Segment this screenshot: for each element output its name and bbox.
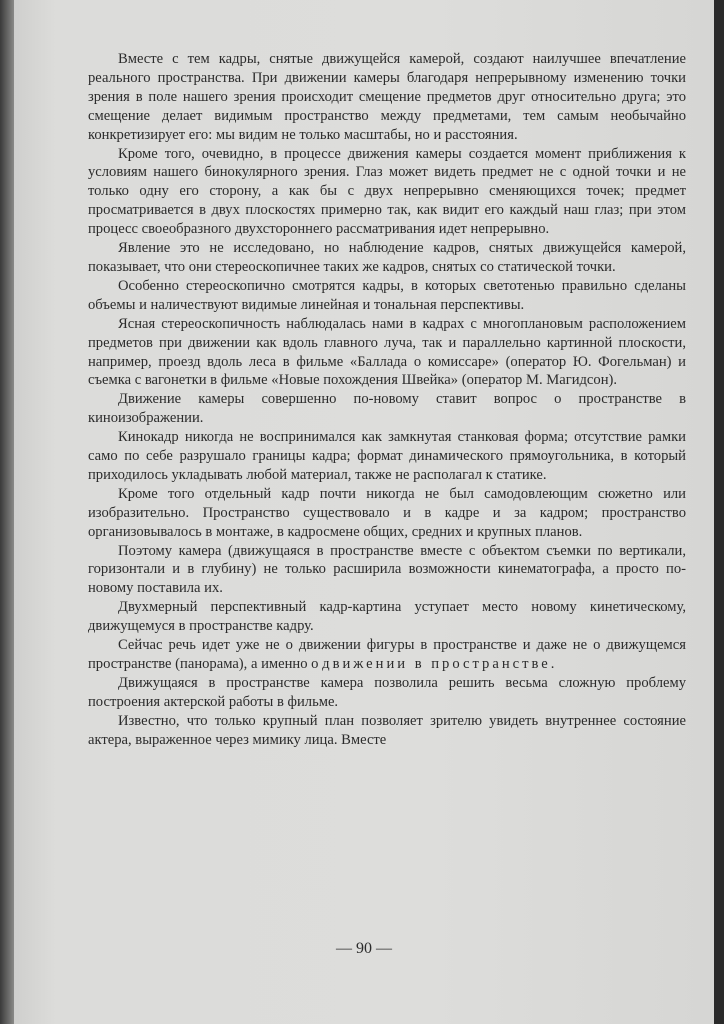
- paragraph-6: Движение камеры совершенно по-новому ставит вопрос о пространстве в киноизображении.: [88, 391, 686, 427]
- paragraph-11: [88, 636, 686, 674]
- book-page: [14, 0, 714, 1024]
- page-number: — 90 —: [336, 940, 392, 957]
- page-edge-shadow: [0, 0, 14, 1024]
- paragraph-10: Двухмерный перспективный кадр-картина уступает место новому кинетическому, движущемуся в пространстве кадру.: [88, 599, 686, 635]
- paragraph-1: Вместе с тем кадры, снятые движущейся камерой, создают наилучшее впечатление реального пространства. При движении камеры благодаря непрерывному изменению точки зрения в поле нашего зрения происходит смещение предметов друг относительно друга; это смещение делает видимым пространство между предметами, тем самым необычайно конкретизирует его: мы видим не только масштабы, но и расстояния.: [88, 51, 686, 143]
- paragraph-4: Особенно стереоскопично смотрятся кадры, в которых светотенью правильно сделаны объемы и наличествуют видимые линейная и тональная перспективы.: [88, 277, 686, 313]
- paragraph-9: Поэтому камера (движущаяся в пространстве вместе с объектом съемки по вертикали, горизонтали и в глубину) не только расширила возможности кинематографа, а просто по-новому поставила их.: [88, 542, 686, 597]
- paragraph-11-lead: Сейчас речь идет уже не о движении фигуры в пространстве и даже не о движущемся пространстве (панорама), а именно о: [88, 637, 686, 672]
- paragraph-12: Движущаяся в пространстве камера позволила решить весьма сложную проблему построения актерской работы в фильме.: [88, 674, 686, 710]
- paragraph-2: Кроме того, очевидно, в процессе движения камеры создается момент приближения к условиям нашего бинокулярного зрения. Глаз может видеть предмет не с одной точки и не только одну его сторону, а как бы с двух непрерывно сменяющихся точек; предмет просматривается в двух плоскостях примерно так, как видит его каждый наш глаз; при этом процесс своеобразного двухстороннего рассматривания идет непрерывно.: [88, 145, 686, 238]
- body-text: [88, 50, 686, 750]
- paragraph-13: Известно, что только крупный план позволяет зрителю увидеть внутреннее состояние актера, выраженное через мимику лица. Вместе: [88, 712, 686, 748]
- paragraph-3: Явление это не исследовано, но наблюдение кадров, снятых движущейся камерой, показывает, что они стереоскопичнее таких же кадров, снятых со статической точки.: [88, 240, 686, 275]
- paragraph-5: Ясная стереоскопичность наблюдалась нами в кадрах с многоплановым расположением предметов при движении как вдоль главного луча, так и параллельно картинной плоскости, например, проезд вдоль леса в фильме «Баллада о комиссаре» (оператор Ю. Фогельман) и съемка с вагонетки в фильме «Новые похождения Швейка» (оператор М. Магидсон).: [88, 315, 686, 389]
- paragraph-11-spaced: движении в пространстве.: [322, 656, 558, 672]
- paragraph-8: Кроме того отдельный кадр почти никогда не был самодовлеющим сюжетно или изобразительно. Пространство существовало и в кадре и за кадром; пространство организовывалось в монтаже, в кадросмене общих, средних и крупных планов.: [88, 485, 686, 540]
- paragraph-7: Кинокадр никогда не воспринимался как замкнутая станковая форма; отсутствие рамки само по себе разрушало границы кадра; формат динамического прямоугольника, в который приходилось укладывать любой материал, также не располагал к статике.: [88, 429, 686, 483]
